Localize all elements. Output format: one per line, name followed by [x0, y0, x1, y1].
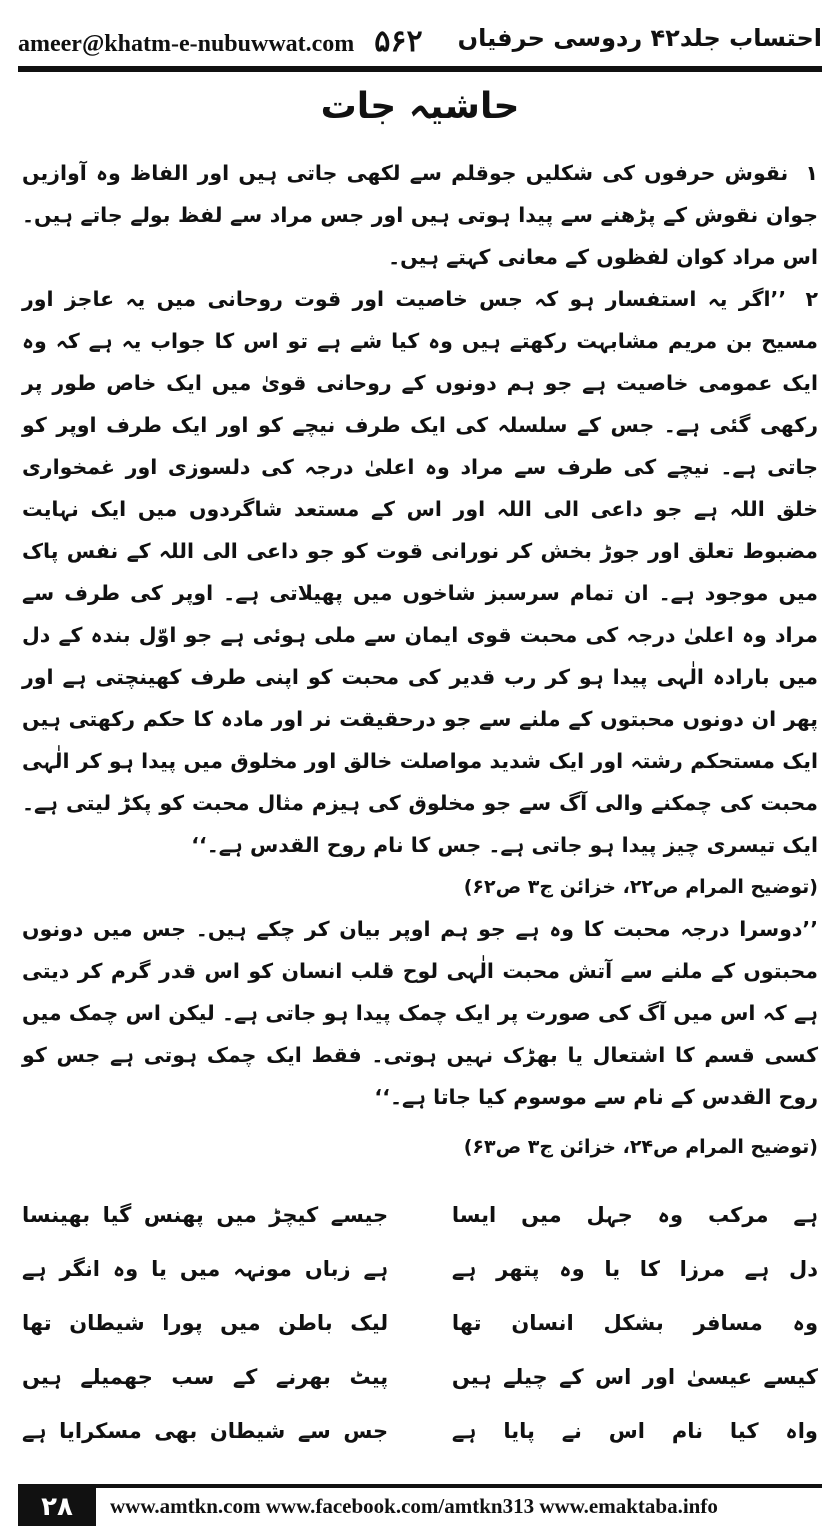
poem-first-line: واہ کیا نام اس نے پایا ہے	[451, 1419, 818, 1443]
header-rule	[18, 66, 822, 72]
poem-couplet	[22, 1404, 818, 1458]
footnote-3	[22, 908, 818, 1168]
poem-first-line: کیسے عیسیٰ اور اس کے چیلے ہیں	[451, 1365, 818, 1389]
poem-second-line: ہے زباں مونہہ میں یا وہ انگر ہے	[22, 1257, 389, 1281]
page-header	[18, 18, 822, 58]
header-book-title: احتساب جلد۴۲ ردوسی حرفیاں	[457, 24, 822, 52]
footnote-reference: (توضیح المرام ص۲۴، خزائن ج۳ ص۶۳)	[463, 1136, 818, 1158]
poem-couplet	[22, 1242, 818, 1296]
footnote-reference: (توضیح المرام ص۲۲، خزائن ج۳ ص۶۲)	[463, 876, 818, 898]
header-email: ameer@khatm-e-nubuwwat.com	[18, 31, 355, 57]
poem-couplet	[22, 1188, 818, 1242]
poem-second-line: جس سے شیطان بھی مسکرایا ہے	[22, 1419, 389, 1443]
poem-second-line: لیک باطن میں پورا شیطان تھا	[22, 1311, 389, 1335]
footnote-marker: ۲	[805, 287, 818, 311]
poem-second-line: جیسے کیچڑ میں پھنس گیا بھینسا	[22, 1203, 389, 1227]
poem-couplet	[22, 1296, 818, 1350]
footnote-marker: ۱	[805, 161, 818, 185]
footnote-text: ’’دوسرا درجہ محبت کا وہ ہے جو ہم اوپر بیان کر چکے ہیں۔ جس میں دونوں محبتوں کے ملنے سے آتش محبت الٰہی لوح قلب انسان کو اس قدر گرم کر دیتی ہے کہ اس میں آگ کی صورت پر ایک چمک پیدا ہو جاتی ہے۔ لیکن اس چمک میں کسی قسم کا اشتعال یا بھڑک نہیں ہوتی۔ فقط ایک چمک ہوتی ہے جس کو روح القدس کے نام سے موسوم کیا جاتا ہے۔‘‘	[22, 917, 818, 1109]
page-footer	[18, 1488, 822, 1526]
header-page-number: ۵۶۲	[374, 25, 423, 58]
footnote-1	[22, 152, 818, 278]
footnote-text: نقوش حرفوں کی شکلیں جوقلم سے لکھی جاتی ہیں اور الفاظ وہ آوازیں جوان نقوش کے پڑھنے سے پیدا ہوتی ہیں اور جس مراد سے لفظ بولے جاتے ہیں۔ اس مراد کوان لفظوں کے معانی کہتے ہیں۔	[22, 161, 818, 269]
header-left	[18, 24, 423, 59]
footnotes-body	[22, 152, 818, 1168]
footer-page-index: ۲۸	[18, 1488, 96, 1526]
poem-first-line: ہے مرکب وہ جہل میں ایسا	[451, 1203, 818, 1227]
section-title: حاشیہ جات	[320, 86, 520, 127]
footer-urls: www.amtkn.com www.facebook.com/amtkn313 www.emaktaba.info	[110, 1494, 718, 1518]
poem-second-line: پیٹ بھرنے کے سب جھمیلے ہیں	[22, 1365, 389, 1389]
poem	[22, 1188, 818, 1458]
poem-couplet	[22, 1350, 818, 1404]
footnote-2	[22, 278, 818, 908]
poem-first-line: دل ہے مرزا کا یا وہ پتھر ہے	[451, 1257, 818, 1281]
poem-first-line: وہ مسافر بشکل انسان تھا	[451, 1311, 818, 1335]
footnote-text: ’’اگر یہ استفسار ہو کہ جس خاصیت اور قوت روحانی میں یہ عاجز اور مسیح بن مریم مشابہت رکھتے ہیں وہ کیا شے ہے تو اس کا جواب یہ ہے کہ وہ ایک عمومی خاصیت ہے جو ہم دونوں کے روحانی قویٰ میں ایک خاص طور پر رکھی گئی ہے۔ جس کے سلسلہ کی ایک طرف نیچے کو اور ایک طرف اوپر کو جاتی ہے۔ نیچے کی طرف سے مراد وہ اعلیٰ درجہ کی دلسوزی اور غمخواری خلق اللہ ہے جو داعی الی اللہ اور اس کے مستعد شاگردوں میں ایک نہایت مضبوط تعلق اور جوڑ بخش کر نورانی قوت کو جو داعی الی اللہ کے نفس پاک میں موجود ہے۔ ان تمام سرسبز شاخوں میں پھیلاتی ہے۔ اوپر کی طرف سے مراد وہ اعلیٰ درجہ کی محبت قوی ایمان سے ملی ہوئی ہے جو اوّل بندہ کے دل میں بارادہ الٰہی پیدا ہو کر رب قدیر کی محبت کو اپنی طرف کھینچتی ہے اور پھر ان دونوں محبتوں کے ملنے سے جو درحقیقت نر اور مادہ کا حکم رکھتی ہیں ایک مستحکم رشتہ اور ایک شدید مواصلت خالق اور مخلوق میں پیدا ہو کر الٰہی محبت کی چمکنے والی آگ سے جو مخلوق کی ہیزم مثال محبت کو پکڑ لیتی ہے۔ ایک تیسری چیز پیدا ہو جاتی ہے۔ جس کا نام روح القدس ہے۔‘‘	[22, 287, 818, 857]
